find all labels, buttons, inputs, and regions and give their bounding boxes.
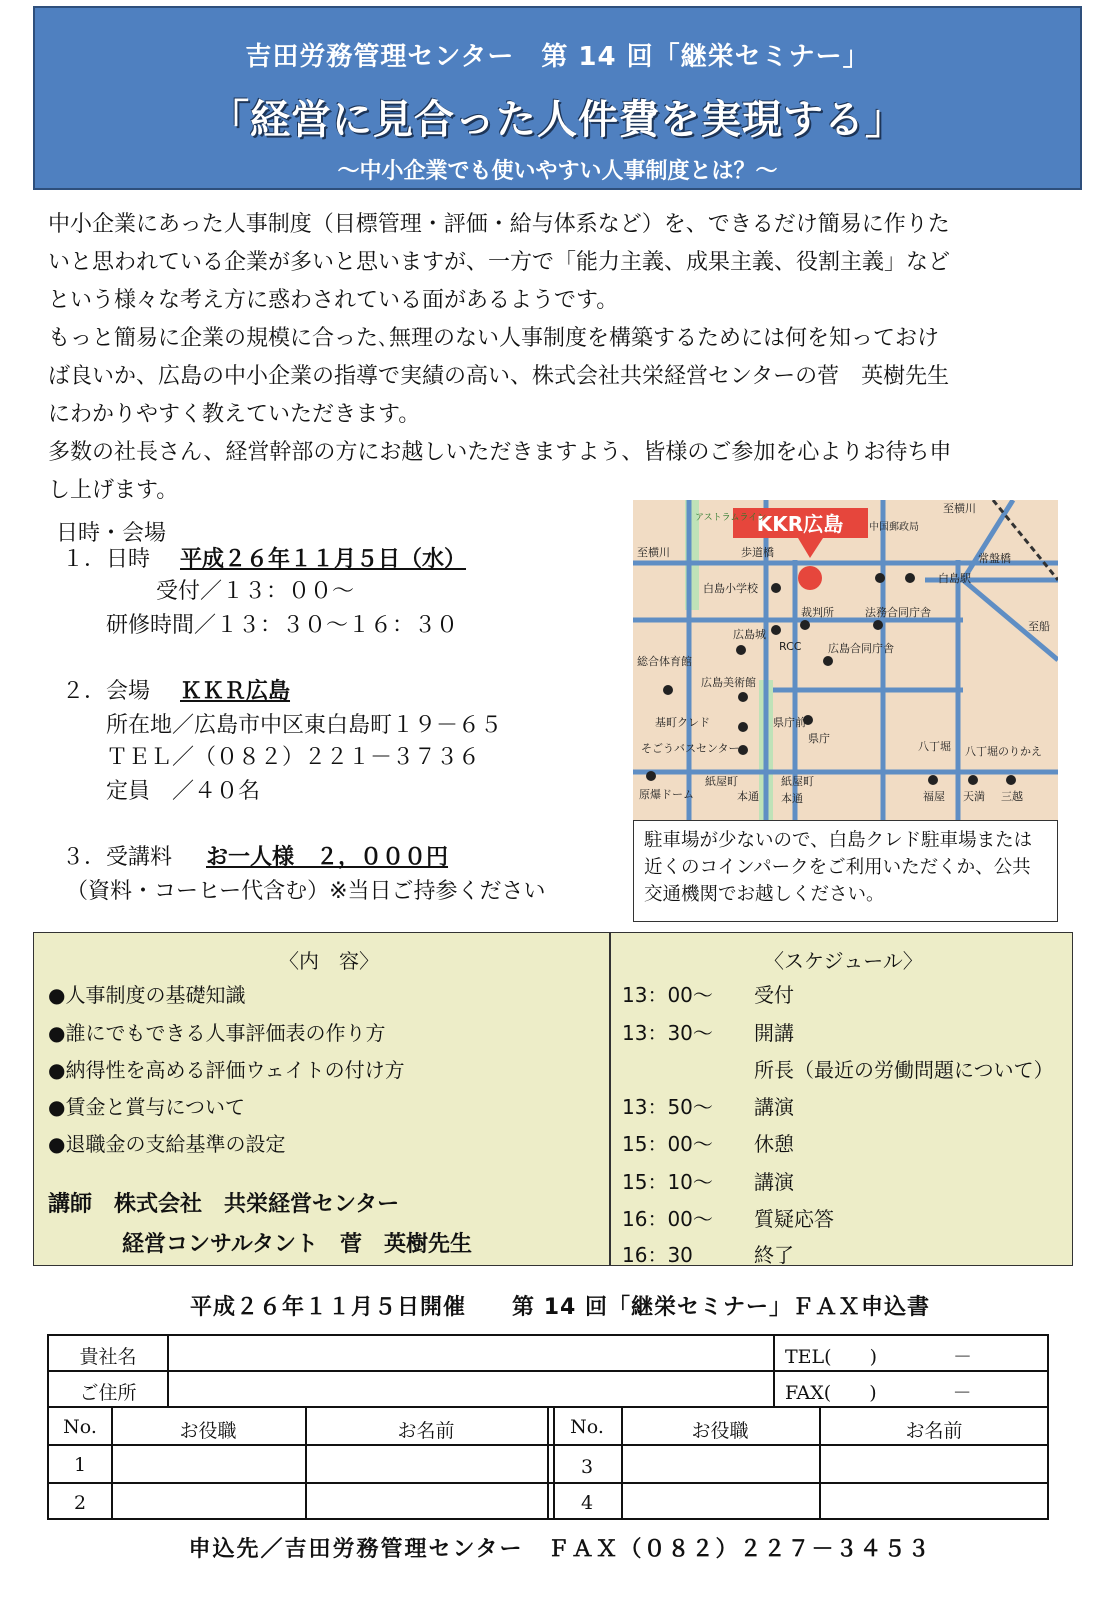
schedule-time: 13：30〜: [622, 1021, 713, 1045]
map-label-hodokyo: 歩道橋: [741, 546, 774, 559]
schedule-event: 受付: [754, 983, 794, 1007]
map-label-mitsukoshi: 三越: [1001, 790, 1023, 803]
schedule-event: 講演: [754, 1170, 794, 1194]
map-label-hatchobori: 八丁堀: [918, 740, 951, 753]
schedule-time: 15：00〜: [622, 1132, 713, 1156]
map-label-dome: 原爆ドーム: [639, 788, 694, 801]
map-label-court: 裁判所: [801, 606, 834, 619]
map-label-museum: 広島美術館: [701, 676, 756, 689]
form-hline: [49, 1370, 1047, 1372]
fee-label: ３．受講料: [62, 845, 173, 870]
intro-line: という様々な考え方に惑わされている面があるようです。: [48, 288, 619, 313]
training-time: 研修時間／１３：３０〜１６：３０: [106, 613, 459, 638]
address-label: ご住所: [79, 1382, 137, 1404]
venue-address: 所在地／広島市中区東白島町１９－６５: [106, 713, 503, 738]
map-label-credo: 基町クレド: [655, 716, 710, 729]
map-venue-label: KKR広島: [756, 512, 844, 536]
reception-time: 受付／１３：００〜: [156, 579, 355, 604]
tel-field-label[interactable]: TEL( ) －: [785, 1346, 972, 1368]
form-vline: [547, 1406, 549, 1518]
position-header: お役職: [691, 1420, 749, 1442]
map-label-gym: 総合体育館: [637, 655, 692, 668]
map-label-hakushima-school: 白島小学校: [703, 582, 758, 595]
intro-text: [48, 206, 1088, 510]
schedule-time: 16：30: [622, 1243, 693, 1267]
row-number: 2: [73, 1492, 87, 1514]
map-label-tenma: 天満: [963, 790, 985, 803]
schedule-event: 質疑応答: [754, 1207, 834, 1231]
schedule-event: 開講: [754, 1021, 794, 1045]
map-label-post: 中国郵政局: [869, 522, 919, 533]
position-header: お役職: [179, 1420, 237, 1442]
schedule-event: 終了: [754, 1243, 794, 1267]
seminar-title: 「経営に見合った人件費を実現する」: [209, 97, 906, 143]
row-number: 3: [580, 1456, 594, 1478]
venue-label: ２．会場: [62, 679, 151, 704]
map-label-hondori1: 本通: [737, 790, 759, 803]
content-item: ●誰にでもできる人事評価表の作り方: [48, 1021, 386, 1045]
fee-note: （資料・コーヒー代含む）※当日ご持参ください: [66, 879, 546, 904]
map-label-joint: 広島合同庁舎: [828, 642, 894, 655]
map-label-joban: 常盤橋: [978, 552, 1011, 565]
form-vline: [773, 1336, 775, 1406]
map-label-astram: アストラムライン: [695, 513, 767, 523]
map-label-pref-office: 県庁: [808, 732, 830, 745]
fax-form: [47, 1334, 1049, 1520]
schedule-event: 所長（最近の労働問題について）: [754, 1058, 1054, 1082]
application-contact: 申込先／吉田労務管理センター ＦＡＸ（０８２）２２７－３４５３: [188, 1537, 932, 1562]
program-box: [33, 932, 1073, 1266]
company-label: 貴社名: [79, 1346, 137, 1368]
map-label-yokogawa-top: 至横川: [943, 502, 976, 515]
parking-note: 駐車場が少ないので、白島クレド駐車場または近くのコインパークをご利用いただくか、公共交通機関でお越しください。: [633, 820, 1058, 922]
no-header: No.: [570, 1416, 604, 1438]
intro-line: ば良いか、広島の中小企業の指導で実績の高い、株式会社共栄経営センターの菅 英樹先生: [48, 364, 950, 389]
map-label-sogo: そごうバスセンター: [641, 742, 740, 755]
program-divider: [609, 933, 611, 1265]
fax-form-title: 平成２６年１１月５日開催 第 14 回「継栄セミナー」ＦＡＸ申込書: [190, 1295, 930, 1320]
map-label-yokogawa-left: 至横川: [637, 546, 670, 559]
content-item: ●人事制度の基礎知識: [48, 983, 246, 1007]
row-number: 4: [580, 1492, 594, 1514]
content-item: ●賃金と賞与について: [48, 1095, 246, 1119]
content-item: ●退職金の支給基準の設定: [48, 1132, 286, 1156]
contents-heading: 〈内 容〉: [279, 949, 379, 973]
schedule-heading: 〈スケジュール〉: [764, 949, 923, 973]
schedule-event: 講演: [754, 1095, 794, 1119]
fee-value: お一人様 ２，０００円: [206, 845, 449, 870]
map-label-hondori2: 本通: [781, 792, 803, 805]
header-banner: [33, 6, 1082, 190]
fax-field-label[interactable]: FAX( ) －: [785, 1382, 972, 1404]
venue-value: ＫＫＲ広島: [180, 679, 291, 704]
map-label-castle: 広島城: [733, 628, 766, 641]
content-item: ●納得性を高める評価ウェイトの付け方: [48, 1058, 405, 1082]
map-label-hakushima-station: 白島駅: [938, 572, 971, 585]
intro-line: いと思われている企業が多いと思いますが、一方で「能力主義、成果主義、役割主義」など: [48, 250, 951, 275]
name-header: お名前: [905, 1420, 963, 1442]
map-label-kamiyacho1: 紙屋町: [705, 775, 738, 788]
address-field[interactable]: [169, 1374, 771, 1404]
map-label-legal: 法務合同庁舎: [865, 606, 931, 619]
schedule-time: 13：00〜: [622, 983, 713, 1007]
intro-line: 中小企業にあった人事制度（目標管理・評価・給与体系など）を、できるだけ簡易に作りた: [48, 212, 950, 237]
map-label-rcc: RCC: [779, 640, 802, 653]
lecturer-line1: 講師 株式会社 共栄経営センター: [48, 1192, 400, 1217]
intro-line: し上げます。: [48, 478, 179, 503]
date-value: 平成２６年１１月５日（水）: [180, 547, 467, 572]
company-field[interactable]: [169, 1338, 771, 1368]
no-header: No.: [63, 1416, 97, 1438]
intro-line: 多数の社長さん、経営幹部の方にお越しいただきますよう、皆様のご参加を心よりお待ち申: [48, 440, 952, 465]
schedule-time: 15：10〜: [622, 1170, 713, 1194]
venue-tel: ＴＥＬ／（０８２）２２１－３７３６: [106, 745, 481, 770]
map-drawing: [633, 500, 1058, 820]
row-number: 1: [73, 1454, 87, 1476]
date-label: １．日時: [62, 547, 151, 572]
intro-line: もっと簡易に企業の規模に合った､無理のない人事制度を構築するためには何を知っておけ: [48, 326, 940, 351]
access-map: [633, 500, 1058, 820]
map-label-fukuya: 福屋: [923, 790, 945, 803]
map-label-pref: 県庁前: [773, 716, 806, 729]
map-label-funairi: 至船: [1028, 620, 1050, 633]
map-label-hatchobori-bus: 八丁堀のりかえ: [965, 745, 1042, 758]
seminar-name: 吉田労務管理センター 第 14 回「継栄セミナー」: [245, 42, 870, 72]
capacity: 定員 ／４０名: [106, 779, 261, 804]
schedule-time: 16：00〜: [622, 1207, 713, 1231]
intro-line: にわかりやすく教えていただきます。: [48, 402, 421, 427]
seminar-subtitle: 〜中小企業でも使いやすい人事制度とは？〜: [337, 159, 778, 184]
schedule-event: 休憩: [754, 1132, 794, 1156]
info-heading: 日時・会場: [56, 521, 167, 546]
lecturer-line2: 経営コンサルタント 菅 英樹先生: [122, 1232, 473, 1257]
schedule-time: 13：50〜: [622, 1095, 713, 1119]
map-label-kamiyacho2: 紙屋町: [781, 775, 814, 788]
name-header: お名前: [397, 1420, 455, 1442]
